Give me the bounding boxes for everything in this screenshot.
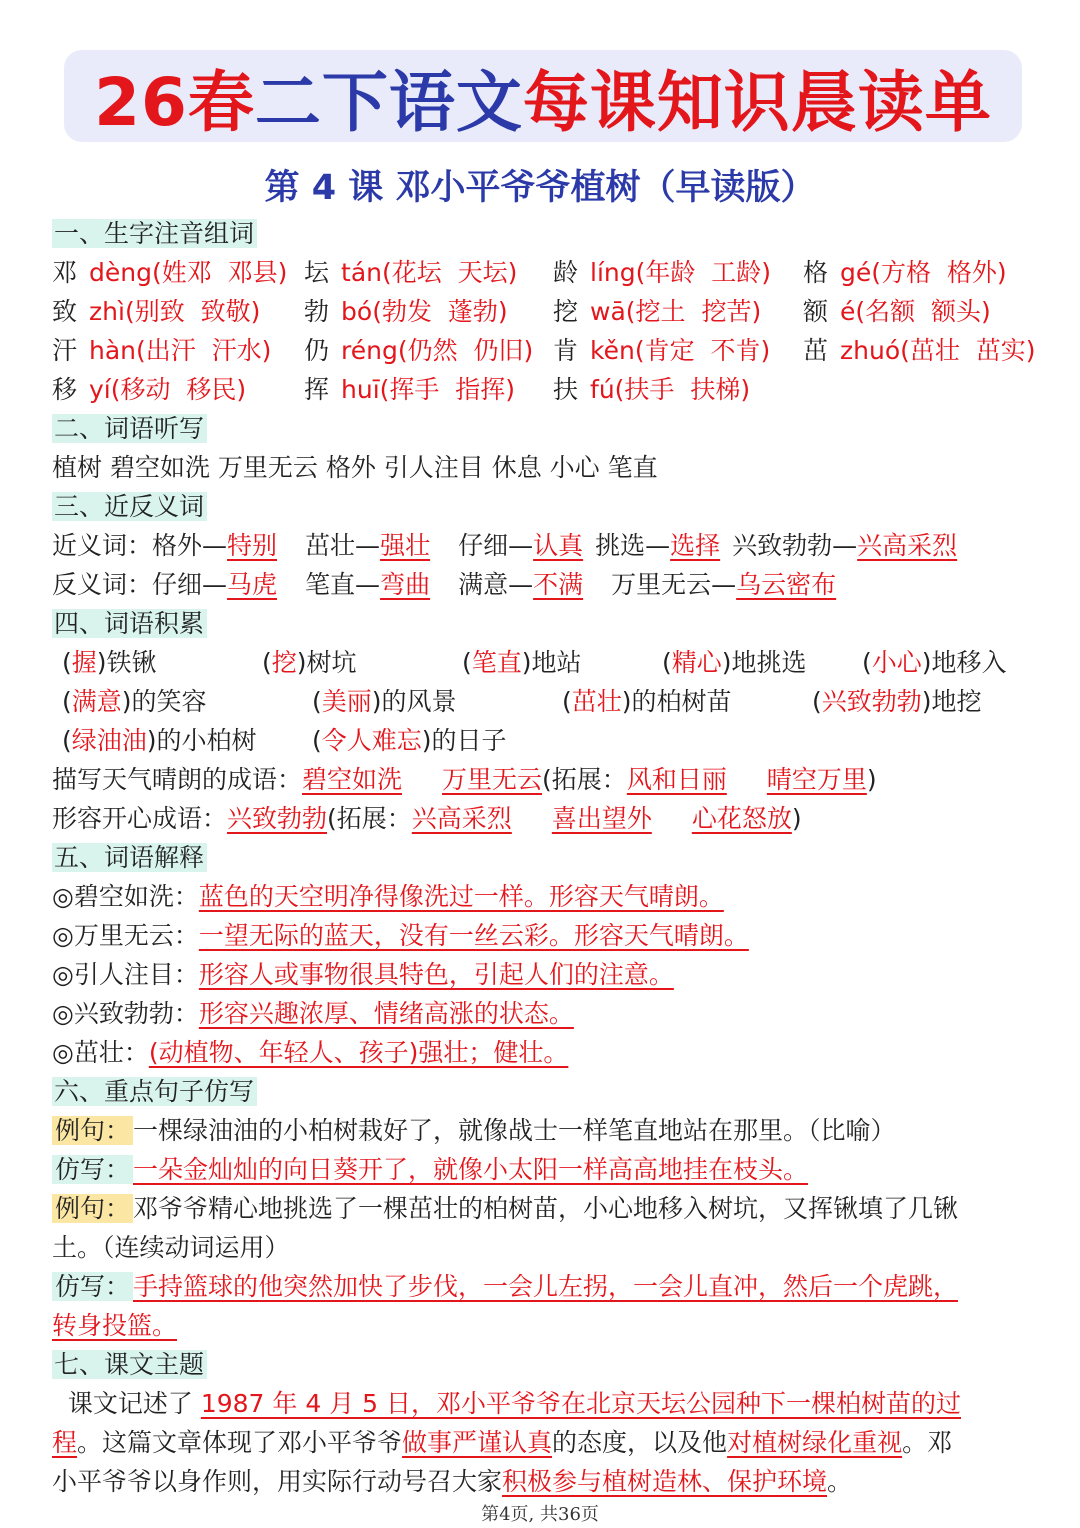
dictation-words: 植树 碧空如洗 万里无云 格外 引人注目 休息 小心 笔直: [52, 453, 658, 482]
words: (姓邓 邓县): [151, 258, 288, 287]
phrase-word: 美丽: [321, 687, 372, 716]
imitation-sentence: 仿写： 手持篮球的他突然加快了步伐，一会儿左拐，一会儿直冲，然后一个虎跳，: [52, 1267, 958, 1306]
words: (方格 格外): [871, 258, 1007, 287]
words: (挖土 挖苦): [625, 297, 762, 326]
character-entry: [803, 292, 991, 331]
title-part1: 26春: [94, 63, 255, 141]
words: (勃发 蓬勃): [372, 297, 508, 326]
words: (挥手 指挥): [379, 375, 516, 404]
definition-item: ◎万里无云：一望无际的蓝天，没有一丝云彩。形容天气晴朗。: [52, 921, 749, 950]
phrase-word: 笔直: [471, 648, 522, 677]
page-number: 第4页, 共36页: [481, 1504, 599, 1525]
pinyin: é: [840, 297, 856, 326]
phrase-word: 握: [71, 648, 97, 677]
words: (别致 致敬): [124, 297, 261, 326]
character-entry: [553, 292, 761, 331]
pinyin: yí: [89, 375, 111, 404]
character: 茁: [803, 336, 829, 365]
character: 额: [803, 297, 829, 326]
theme-paragraph-line: 程。这篇文章体现了邓小平爷爷做事严谨认真的态度，以及他对植树绿化重视。邓: [52, 1428, 953, 1457]
definition-item: ◎兴致勃勃：形容兴趣浓厚、情绪高涨的状态。: [52, 999, 574, 1028]
words: (出汗 汗水): [136, 336, 272, 365]
phrase-item: (满意)的笑容: [62, 687, 207, 716]
character-entry: [553, 253, 771, 292]
phrase-tail: )的风景: [371, 687, 457, 716]
imitation-sentence: 仿写： 一朵金灿灿的向日葵开了，就像小太阳一样高高地挂在枝头。: [52, 1150, 808, 1189]
words: (肯定 不肯): [634, 336, 771, 365]
phrase-tail: )地挖: [921, 687, 982, 716]
character: 肯: [553, 336, 579, 365]
character-entry: [553, 370, 750, 409]
section-heading: 三、近反义词: [52, 487, 207, 526]
section-heading: 一、生字注音组词: [52, 214, 257, 253]
phrase-word: 满意: [71, 687, 122, 716]
theme-paragraph-line: 课文记述了 1987 年 4 月 5 日，邓小平爷爷在北京天坛公园种下一棵柏树苗的过: [52, 1389, 962, 1418]
phrase-item: (小心)地移入: [862, 648, 1007, 677]
phrase-tail: )树坑: [296, 648, 357, 677]
character-entry: [304, 370, 515, 409]
phrase-item: (挖)树坑: [262, 648, 357, 677]
synonym-row: 近义词：格外—特别 茁壮—强壮 仔细—认真 挑选—选择 兴致勃勃—兴高采烈: [52, 531, 958, 560]
pinyin: fú: [590, 375, 615, 404]
phrase-item: (美丽)的风景: [312, 687, 457, 716]
pinyin: wā: [590, 297, 626, 326]
section-heading: 七、课文主题: [52, 1345, 207, 1384]
character: 致: [52, 297, 78, 326]
definition-item: ◎引人注目：形容人或事物很具特色，引起人们的注意。: [52, 960, 674, 989]
section-heading: 五、词语解释: [52, 838, 207, 877]
character: 格: [803, 258, 829, 287]
phrase-item: (令人难忘)的日子: [312, 726, 507, 755]
example-sentence-cont: 土。（连续动词运用）: [52, 1233, 290, 1262]
character-entry: [304, 292, 508, 331]
character: 邓: [52, 258, 78, 287]
imitation-label: 仿写：: [52, 1272, 133, 1301]
phrase-item: (兴致勃勃)地挖: [812, 687, 982, 716]
pinyin: dèng: [89, 258, 152, 287]
character: 挥: [304, 375, 330, 404]
imitation-sentence-cont: 转身投篮。: [52, 1311, 178, 1340]
phrase-word: 挖: [271, 648, 297, 677]
character: 坛: [304, 258, 330, 287]
phrase-word: 令人难忘: [321, 726, 422, 755]
words: (扶手 扶梯): [614, 375, 751, 404]
words: (花坛 天坛): [381, 258, 518, 287]
theme-paragraph-line: 小平爷爷以身作则，用实际行动号召大家积极参与植树造林、保护环境。: [52, 1467, 853, 1496]
words: (移动 移民): [110, 375, 247, 404]
section-heading: 六、重点句子仿写: [52, 1072, 257, 1111]
example-sentence: 例句： 邓爷爷精心地挑选了一棵茁壮的柏树苗，小心地移入树坑，又挥锹填了几锹: [52, 1189, 958, 1228]
pinyin: gé: [840, 258, 872, 287]
phrase-word: 茁壮: [571, 687, 622, 716]
section-heading: 四、词语积累: [52, 604, 207, 643]
phrase-tail: )地站: [521, 648, 582, 677]
character-entry: [52, 331, 271, 370]
title-part2: 二下语文: [254, 63, 523, 141]
words: (仍然 仍旧): [397, 336, 534, 365]
definition-item: ◎茁壮：(动植物、年轻人、孩子)强壮；健壮。: [52, 1038, 569, 1067]
phrase-word: 绿油油: [71, 726, 147, 755]
character: 扶: [553, 375, 579, 404]
phrase-tail: )的柏树苗: [621, 687, 732, 716]
example-label: 例句：: [52, 1116, 133, 1145]
lesson-subtitle: 第 4 课 邓小平爷爷植树（早读版）: [264, 168, 816, 208]
title-banner: [64, 50, 1022, 142]
phrase-word: 兴致勃勃: [821, 687, 922, 716]
phrase-tail: )的日子: [421, 726, 507, 755]
phrase-word: 小心: [871, 648, 922, 677]
pinyin: tán: [341, 258, 382, 287]
definition-item: ◎碧空如洗：蓝色的天空明净得像洗过一样。形容天气晴朗。: [52, 882, 724, 911]
example-label: 例句：: [52, 1194, 133, 1223]
section-heading: 二、词语听写: [52, 409, 207, 448]
character-entry: [52, 292, 260, 331]
character: 移: [52, 375, 78, 404]
phrase-item: (精心)地挑选: [662, 648, 807, 677]
words: (名额 额头): [855, 297, 991, 326]
weather-idioms: 描写天气晴朗的成语：碧空如洗 万里无云(拓展：风和日丽 晴空万里): [52, 765, 877, 794]
pinyin: huī: [341, 375, 380, 404]
character: 挖: [553, 297, 579, 326]
character: 勃: [304, 297, 330, 326]
character-entry: [803, 331, 1036, 370]
character: 龄: [553, 258, 579, 287]
phrase-tail: )的小柏树: [146, 726, 257, 755]
pinyin: líng: [590, 258, 636, 287]
phrase-tail: )的笑容: [121, 687, 207, 716]
phrase-tail: )地移入: [921, 648, 1007, 677]
phrase-item: (笔直)地站: [462, 648, 582, 677]
phrase-item: (茁壮)的柏树苗: [562, 687, 732, 716]
phrase-item: (握)铁锹: [62, 648, 157, 677]
phrase-tail: )地挑选: [721, 648, 807, 677]
pinyin: zhuó: [840, 336, 901, 365]
pinyin: bó: [341, 297, 373, 326]
character-entry: [52, 253, 287, 292]
pinyin: kěn: [590, 336, 635, 365]
character-entry: [304, 331, 533, 370]
phrase-tail: )铁锹: [96, 648, 157, 677]
imitation-label: 仿写：: [52, 1155, 133, 1184]
character: 仍: [304, 336, 330, 365]
character-entry: [803, 253, 1007, 292]
title-part3: 每课知识晨读单: [522, 63, 992, 141]
character-entry: [304, 253, 517, 292]
words: (茁壮 茁实): [900, 336, 1036, 365]
pinyin: zhì: [89, 297, 125, 326]
character: 汗: [52, 336, 78, 365]
example-sentence: 例句： 一棵绿油油的小柏树栽好了，就像战士一样笔直地站在那里。（比喻）: [52, 1111, 896, 1150]
happy-idioms: 形容开心成语：兴致勃勃(拓展：兴高采烈 喜出望外 心花怒放): [52, 804, 802, 833]
words: (年龄 工龄): [635, 258, 772, 287]
pinyin: réng: [341, 336, 398, 365]
pinyin: hàn: [89, 336, 137, 365]
character-entry: [52, 370, 246, 409]
phrase-word: 精心: [671, 648, 722, 677]
antonym-row: 反义词：仔细—马虎 笔直—弯曲 满意—不满 万里无云—乌云密布: [52, 570, 837, 599]
character-entry: [553, 331, 770, 370]
phrase-item: (绿油油)的小柏树: [62, 726, 257, 755]
